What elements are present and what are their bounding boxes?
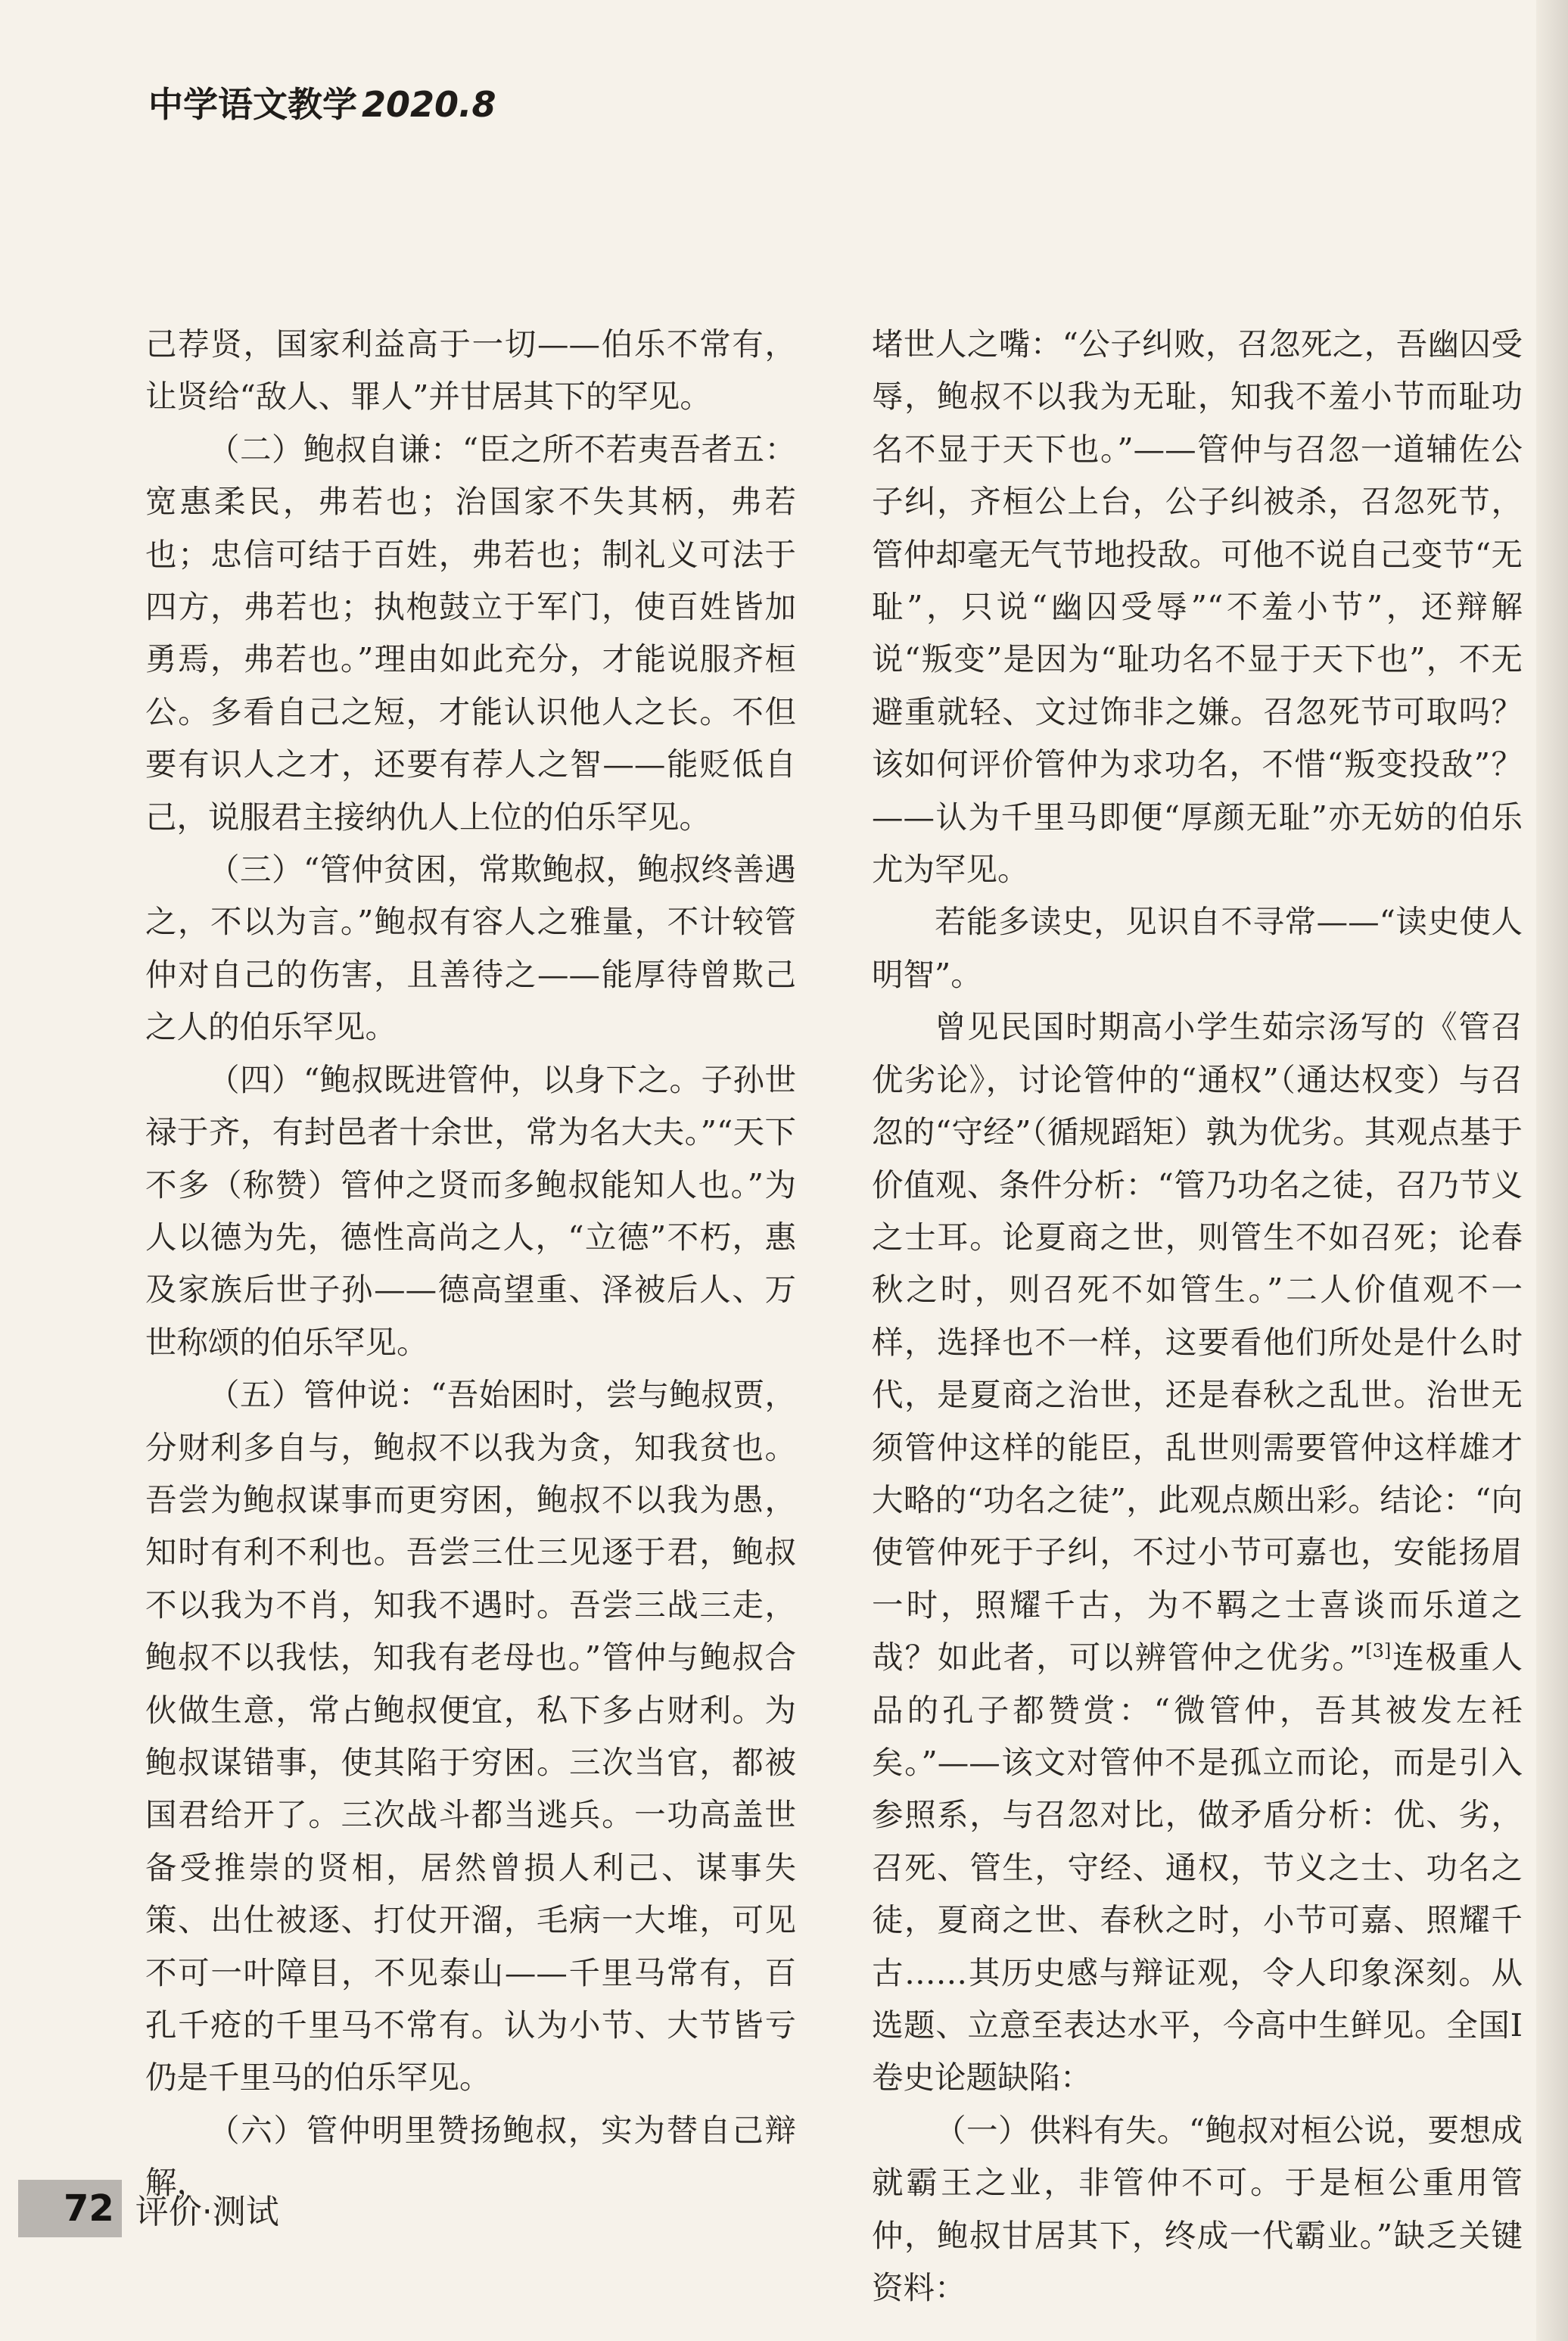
page-number: 72: [18, 2180, 122, 2237]
journal-issue: 2020.8: [362, 84, 496, 125]
paragraph: 若能多读史，见识自不寻常——“读史使人明智”。: [872, 903, 1523, 993]
paragraph: （二）鲍叔自谦：“臣之所不若夷吾者五：宽惠柔民，弗若也；治国家不失其柄，弗若也；忠信可结于百姓，弗若也；制礼义可法于四方，弗若也；执枹鼓立于军门，使百姓皆加勇焉，弗若也。”理由如此充分，才能说服齐桓公。多看自己之短，才能认识他人之长。不但要有识人之才，还要有荐人之智——能贬低自己，说服君主接纳仇人上位的伯乐罕见。: [145, 430, 796, 836]
journal-title: 中学语文教学: [148, 84, 357, 125]
paragraph: [872, 1001, 1523, 2104]
paragraph: （三）“管仲贫困，常欺鲍叔，鲍叔终善遇之，不以为言。”鲍叔有容人之雅量，不计较管仲对自己的伤害，且善待之——能厚待曾欺己之人的伯乐罕见。: [145, 851, 796, 1046]
paragraph: 堵世人之嘴：“公子纠败，召忽死之，吾幽囚受辱，鲍叔不以我为无耻，知我不羞小节而耻功名不显于天下也。”——管仲与召忽一道辅佐公子纠，齐桓公上台，公子纠被杀，召忽死节，管仲却毫无气节地投敌。可他不说自己变节“无耻”，只说“幽囚受辱”“不羞小节”，还辩解说“叛变”是因为“耻功名不显于天下也”，不无避重就轻、文过饰非之嫌。召忽死节可取吗？该如何评价管仲为求功名，不惜“叛变投敌”？——认为千里马即便“厚颜无耻”亦无妨的伯乐尤为罕见。: [872, 325, 1523, 889]
journal-header: [148, 77, 496, 127]
paragraph: （四）“鲍叔既进管仲，以身下之。子孙世禄于齐，有封邑者十余世，常为名大夫。”“天下不多（称赞）管仲之贤而多鲍叔能知人也。”为人以德为先，德性高尚之人，“立德”不朽，惠及家族后世子孙——德高望重、泽被后人、万世称颂的伯乐罕见。: [145, 1060, 796, 1361]
section-label: 评价·测试: [135, 2193, 279, 2231]
paragraph: （六）管仲明里赞扬鲍叔，实为替自己辩解，: [145, 2111, 796, 2202]
paragraph: （一）供料有失。“鲍叔对桓公说，要想成就霸王之业，非管仲不可。于是桓公重用管仲，鲍叔甘居其下，终成一代霸业。”缺乏关键资料：: [872, 2111, 1523, 2307]
left-column: [145, 318, 796, 2209]
page-edge: [1536, 0, 1568, 2341]
paragraph: （五）管仲说：“吾始困时，尝与鲍叔贾，分财利多自与，鲍叔不以我为贪，知我贫也。吾尝为鲍叔谋事而更穷困，鲍叔不以我为愚，知时有利不利也。吾尝三仕三见逐于君，鲍叔不以我为不肖，知我不遇时。吾尝三战三走，鲍叔不以我怯，知我有老母也。”管仲与鲍叔合伙做生意，常占鲍叔便宜，私下多占财利。为鲍叔谋错事，使其陷于穷困。三次当官，都被国君给开了。三次战斗都当逃兵。一功高盖世备受推崇的贤相，居然曾损人利己、谋事失策、出仕被逐、打仗开溜，毛病一大堆，可见不可一叶障目，不见泰山——千里马常有，百孔千疮的千里马不常有。认为小节、大节皆亏仍是千里马的伯乐罕见。: [145, 1376, 796, 2097]
right-column: [872, 318, 1523, 2314]
paragraph-text: 曾见民国时期高小学生茹宗汤写的《管召优劣论》，讨论管仲的“通权”（通达权变）与召忽的“守经”（循规蹈矩）孰为优劣。其观点基于价值观、条件分析：“管乃功名之徒，召乃节义之士耳。论夏商之世，则管生不如召死；论春秋之时，则召死不如管生。”二人价值观不一样，选择也不一样，这要看他们所处是什么时代，是夏商之治世，还是春秋之乱世。治世无须管仲这样的能臣，乱世则需要管仲这样雄才大略的“功名之徒”，此观点颇出彩。结论：“向使管仲死于子纠，不过小节可嘉也，安能扬眉一时，照耀千古，为不羁之士喜谈而乐道之哉？如此者，可以辨管仲之优劣。”: [872, 1008, 1523, 1676]
citation-marker: [3]: [1365, 1640, 1392, 1662]
paragraph: 己荐贤，国家利益高于一切——伯乐不常有，让贤给“敌人、罪人”并甘居其下的罕见。: [145, 325, 796, 416]
page-footer: [18, 2180, 279, 2237]
paragraph-text: 连极重人品的孔子都赞赏：“微管仲，吾其被发左衽矣。”——该文对管仲不是孤立而论，而是引入参照系，与召忽对比，做矛盾分析：优、劣，召死、管生，守经、通权，节义之士、功名之徒，夏商之世、春秋之时，小节可嘉、照耀千古……其历史感与辩证观，令人印象深刻。从选题、立意至表达水平，今高中生鲜见。全国Ⅰ卷史论题缺陷：: [872, 1639, 1523, 2097]
